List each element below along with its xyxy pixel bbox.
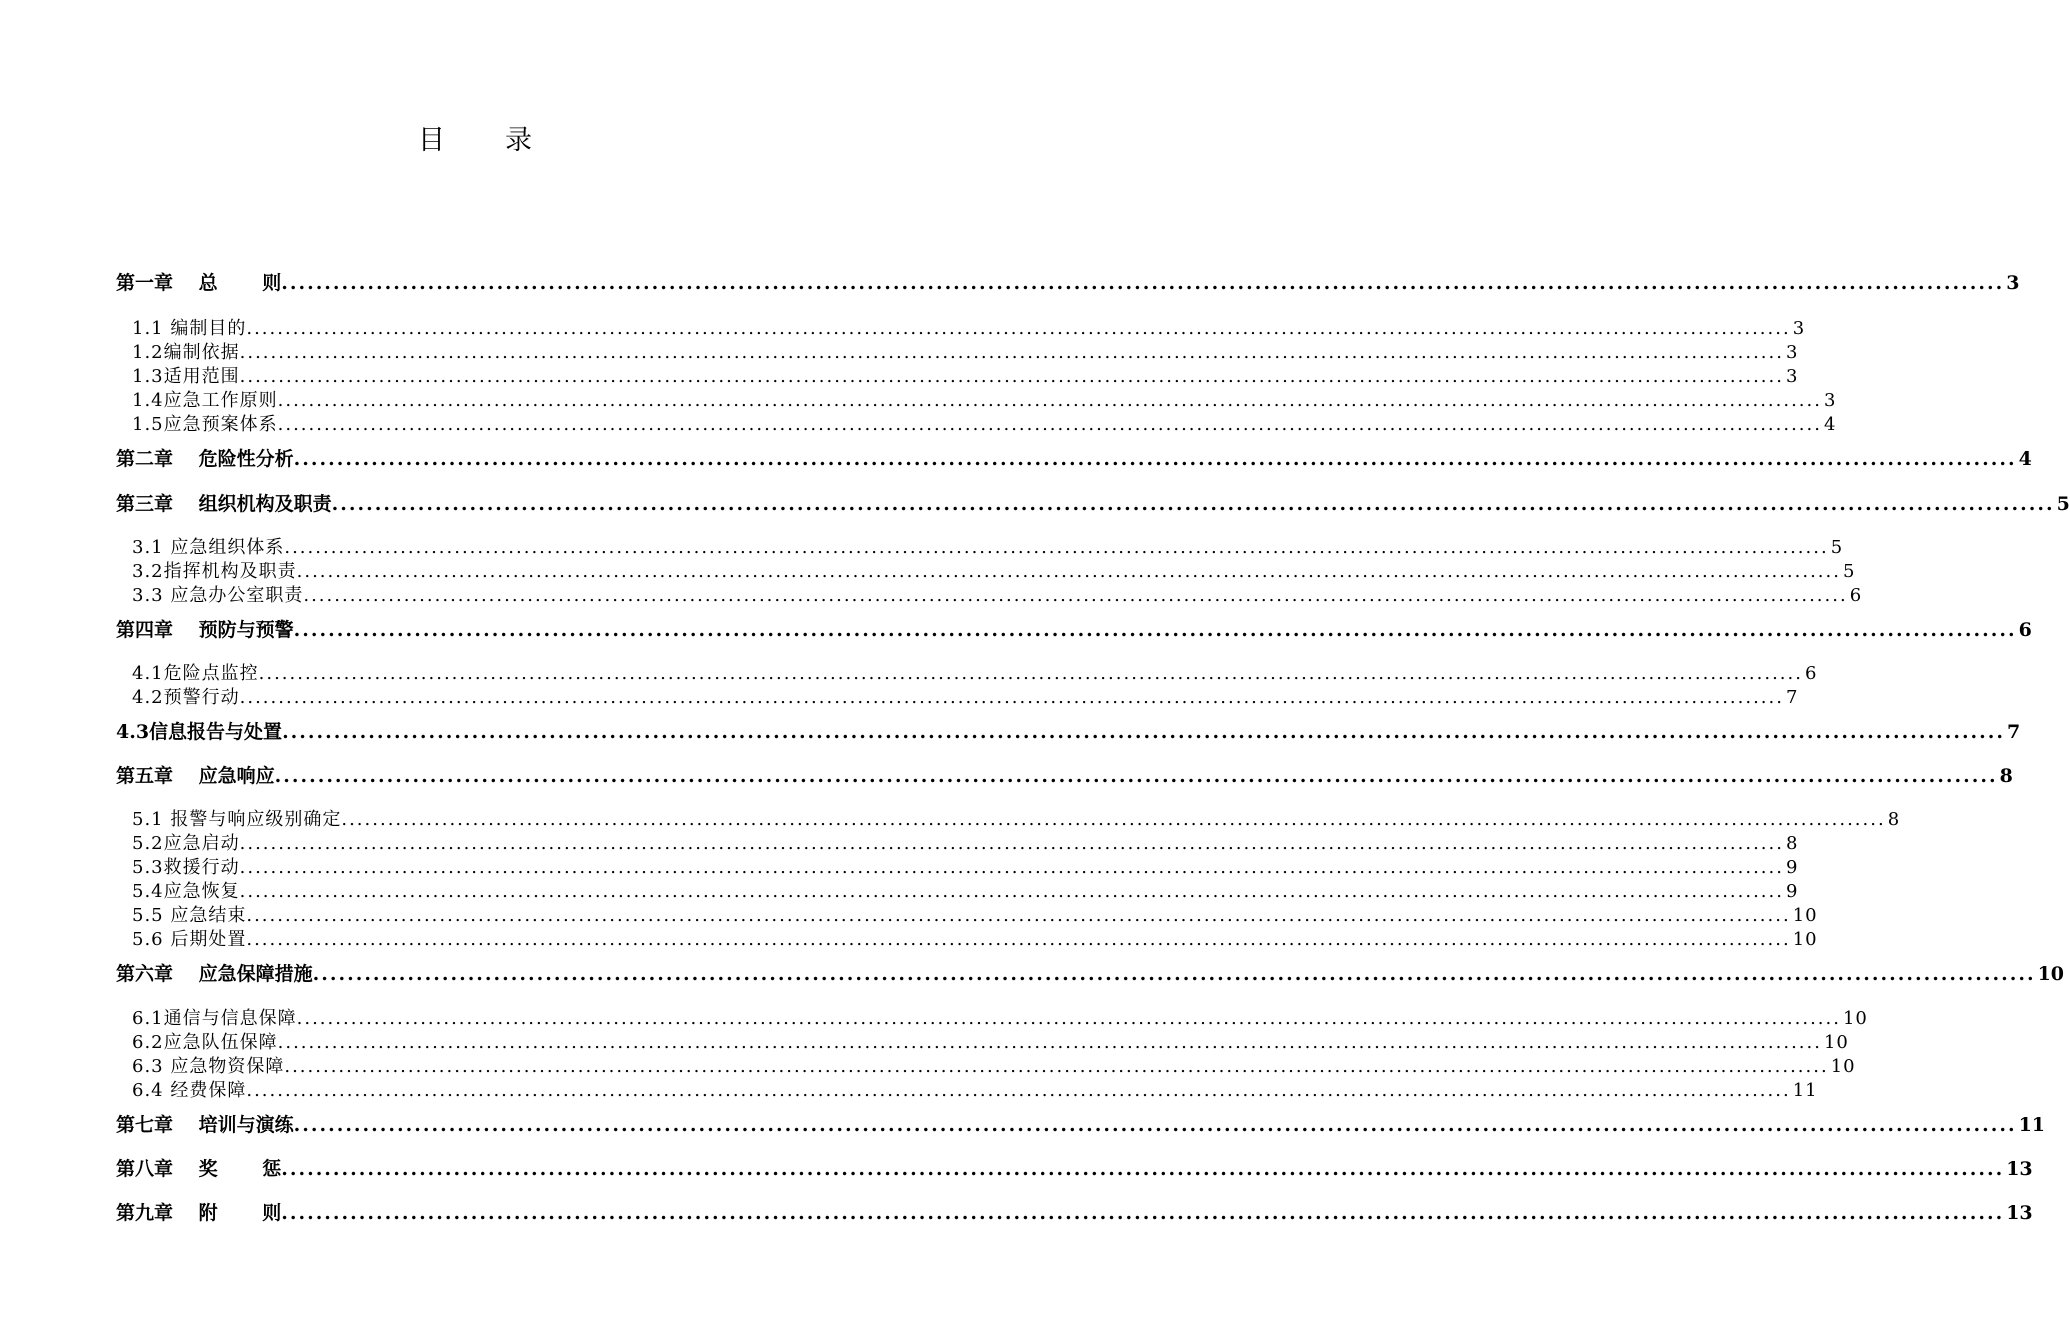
toc-leader-dots: ........................................................................................................................................................................................................ xyxy=(239,687,1784,708)
toc-entry-label: 3.2指挥机构及职责 xyxy=(132,561,297,582)
toc-leader-dots: ........................................................................................................................................................................................................ xyxy=(246,1080,1791,1101)
toc-chapter-entry[interactable] xyxy=(116,959,2065,986)
toc-section-entry[interactable] xyxy=(132,533,1844,559)
toc-section-entry[interactable] xyxy=(132,362,1799,388)
toc-entry-label: 6.3 应急物资保障 xyxy=(132,1056,285,1077)
toc-section-entry[interactable] xyxy=(132,1028,1849,1054)
toc-section-entry[interactable] xyxy=(132,853,1799,879)
toc-page-number: 8 xyxy=(1887,809,1901,830)
toc-entry-label: 6.4 经费保障 xyxy=(132,1080,247,1101)
toc-entry-label: 1.1 编制目的 xyxy=(132,318,247,339)
toc-entry-label: 3.1 应急组织体系 xyxy=(132,537,285,558)
toc-section-entry[interactable] xyxy=(132,314,1806,340)
toc-section-entry[interactable] xyxy=(132,1052,1856,1078)
toc-page-number: 11 xyxy=(1792,1080,1818,1101)
toc-page-number: 10 xyxy=(1792,905,1818,926)
toc-entry-label: 第八章 奖 惩 xyxy=(116,1158,282,1180)
toc-entry-label: 第四章 预防与预警 xyxy=(116,619,294,641)
toc-chapter-entry[interactable] xyxy=(116,761,2013,788)
toc-page-number: 5 xyxy=(2056,493,2070,515)
toc-page-number: 7 xyxy=(1785,687,1799,708)
toc-entry-label: 5.5 应急结束 xyxy=(132,905,247,926)
toc-page-number: 10 xyxy=(2037,963,2065,985)
toc-leader-dots: ........................................................................................................................................................................................................ xyxy=(277,390,1822,411)
title-char-1: 目 xyxy=(418,125,445,156)
toc-page-number: 13 xyxy=(2006,1158,2033,1180)
toc-entry-label: 3.3 应急办公室职责 xyxy=(132,585,304,606)
page-title xyxy=(0,118,950,157)
toc-leader-dots: ........................................................................................................................................................................................................ xyxy=(303,585,1848,606)
toc-entry-label: 第一章 总 则 xyxy=(116,272,282,294)
toc-page-number: 3 xyxy=(1785,342,1799,363)
toc-leader-dots: ........................................................................................................................................................................................................ xyxy=(239,833,1784,854)
toc-entry-label: 1.5应急预案体系 xyxy=(132,414,278,435)
toc-leader-dots: ........................................................................................................................................................................................................ xyxy=(293,448,2017,470)
toc-chapter-entry[interactable] xyxy=(116,268,2020,295)
toc-page-number: 3 xyxy=(1792,318,1806,339)
toc-entry-label: 1.3适用范围 xyxy=(132,366,240,387)
toc-chapter-entry[interactable] xyxy=(116,1198,2033,1225)
toc-entry-label: 第三章 组织机构及职责 xyxy=(116,493,332,515)
toc-entry-label: 4.2预警行动 xyxy=(132,687,240,708)
toc-chapter-entry[interactable] xyxy=(116,1110,2046,1137)
toc-entry-label: 第二章 危险性分析 xyxy=(116,448,294,470)
toc-leader-dots: ........................................................................................................................................................................................................ xyxy=(246,318,1791,339)
toc-entry-label: 5.2应急启动 xyxy=(132,833,240,854)
toc-page-number: 4 xyxy=(2018,448,2032,470)
toc-leader-dots: ........................................................................................................................................................................................................ xyxy=(341,809,1886,830)
toc-section-entry[interactable] xyxy=(132,901,1818,927)
title-char-2: 录 xyxy=(505,125,532,156)
toc-entry-label: 5.3救援行动 xyxy=(132,857,240,878)
toc-section-entry[interactable] xyxy=(132,925,1818,951)
toc-page-number: 5 xyxy=(1842,561,1856,582)
toc-section-entry[interactable] xyxy=(132,805,1901,831)
toc-page-number: 3 xyxy=(2006,272,2020,294)
toc-leader-dots: ........................................................................................................................................................................................................ xyxy=(274,765,1998,787)
toc-page-number: 10 xyxy=(1842,1008,1868,1029)
toc-section-entry[interactable] xyxy=(132,659,1818,685)
toc-entry-label: 第五章 应急响应 xyxy=(116,765,275,787)
toc-entry-label: 1.2编制依据 xyxy=(132,342,240,363)
toc-entry-label: 6.1通信与信息保障 xyxy=(132,1008,297,1029)
toc-section-entry[interactable] xyxy=(132,338,1799,364)
toc-page-number: 3 xyxy=(1785,366,1799,387)
toc-leader-dots: ........................................................................................................................................................................................................ xyxy=(284,537,1829,558)
toc-page-number: 4 xyxy=(1823,414,1837,435)
toc-chapter-entry[interactable] xyxy=(116,444,2032,471)
toc-leader-dots: ........................................................................................................................................................................................................ xyxy=(293,1114,2017,1136)
toc-entry-label: 5.6 后期处置 xyxy=(132,929,247,950)
toc-page-number: 13 xyxy=(2006,1202,2033,1224)
toc-section-entry[interactable] xyxy=(132,1076,1818,1102)
toc-leader-dots: ........................................................................................................................................................................................................ xyxy=(282,721,2006,743)
toc-section-entry[interactable] xyxy=(132,410,1837,436)
toc-leader-dots: ........................................................................................................................................................................................................ xyxy=(277,1032,1822,1053)
toc-section-entry[interactable] xyxy=(132,683,1799,709)
toc-leader-dots: ........................................................................................................................................................................................................ xyxy=(258,663,1803,684)
toc-section-entry[interactable] xyxy=(132,386,1837,412)
toc-page-number: 10 xyxy=(1830,1056,1856,1077)
toc-page-number: 10 xyxy=(1823,1032,1849,1053)
toc-chapter-entry[interactable] xyxy=(116,1154,2033,1181)
toc-leader-dots: ........................................................................................................................................................................................................ xyxy=(239,881,1784,902)
toc-page-number: 11 xyxy=(2018,1114,2046,1136)
toc-page-number: 8 xyxy=(1999,765,2013,787)
toc-page-number: 9 xyxy=(1785,857,1799,878)
toc-entry-label: 第六章 应急保障措施 xyxy=(116,963,313,985)
toc-leader-dots: ........................................................................................................................................................................................................ xyxy=(246,929,1791,950)
toc-entry-label: 1.4应急工作原则 xyxy=(132,390,278,411)
toc-leader-dots: ........................................................................................................................................................................................................ xyxy=(284,1056,1829,1077)
toc-leader-dots: ........................................................................................................................................................................................................ xyxy=(296,561,1841,582)
toc-page-number: 6 xyxy=(1849,585,1863,606)
toc-chapter-entry[interactable] xyxy=(116,489,2070,516)
toc-page-number: 6 xyxy=(2018,619,2032,641)
toc-page-number: 3 xyxy=(1823,390,1837,411)
toc-page-number: 6 xyxy=(1804,663,1818,684)
toc-page-number: 5 xyxy=(1830,537,1844,558)
toc-leader-dots: ........................................................................................................................................................................................................ xyxy=(277,414,1822,435)
toc-entry-label: 6.2应急队伍保障 xyxy=(132,1032,278,1053)
toc-leader-dots: ........................................................................................................................................................................................................ xyxy=(281,1158,2005,1180)
toc-leader-dots: ........................................................................................................................................................................................................ xyxy=(281,272,2005,294)
toc-leader-dots: ........................................................................................................................................................................................................ xyxy=(239,366,1784,387)
toc-entry-label: 第七章 培训与演练 xyxy=(116,1114,294,1136)
toc-section-entry[interactable] xyxy=(132,877,1799,903)
toc-leader-dots: ........................................................................................................................................................................................................ xyxy=(281,1202,2005,1224)
toc-entry-label: 5.1 报警与响应级别确定 xyxy=(132,809,342,830)
toc-chapter-entry[interactable] xyxy=(116,615,2032,642)
toc-entry-label: 4.3信息报告与处置 xyxy=(116,721,283,743)
toc-page-number: 8 xyxy=(1785,833,1799,854)
toc-entry-label: 5.4应急恢复 xyxy=(132,881,240,902)
toc-section-entry[interactable] xyxy=(132,581,1863,607)
toc-page-number: 9 xyxy=(1785,881,1799,902)
toc-leader-dots: ........................................................................................................................................................................................................ xyxy=(331,493,2055,515)
toc-entry-label: 4.1危险点监控 xyxy=(132,663,259,684)
toc-page-number: 10 xyxy=(1792,929,1818,950)
toc-section-entry[interactable] xyxy=(132,1004,1868,1030)
toc-leader-dots: ........................................................................................................................................................................................................ xyxy=(296,1008,1841,1029)
toc-leader-dots: ........................................................................................................................................................................................................ xyxy=(239,857,1784,878)
toc-section-entry[interactable] xyxy=(132,557,1856,583)
toc-page-number: 7 xyxy=(2007,721,2021,743)
toc-leader-dots: ........................................................................................................................................................................................................ xyxy=(293,619,2017,641)
toc-entry-label: 第九章 附 则 xyxy=(116,1202,282,1224)
toc-leader-dots: ........................................................................................................................................................................................................ xyxy=(239,342,1784,363)
toc-section-entry[interactable] xyxy=(132,829,1799,855)
toc-chapter-entry[interactable] xyxy=(116,717,2021,744)
toc-leader-dots: ........................................................................................................................................................................................................ xyxy=(246,905,1791,926)
toc-leader-dots: ........................................................................................................................................................................................................ xyxy=(312,963,2036,985)
